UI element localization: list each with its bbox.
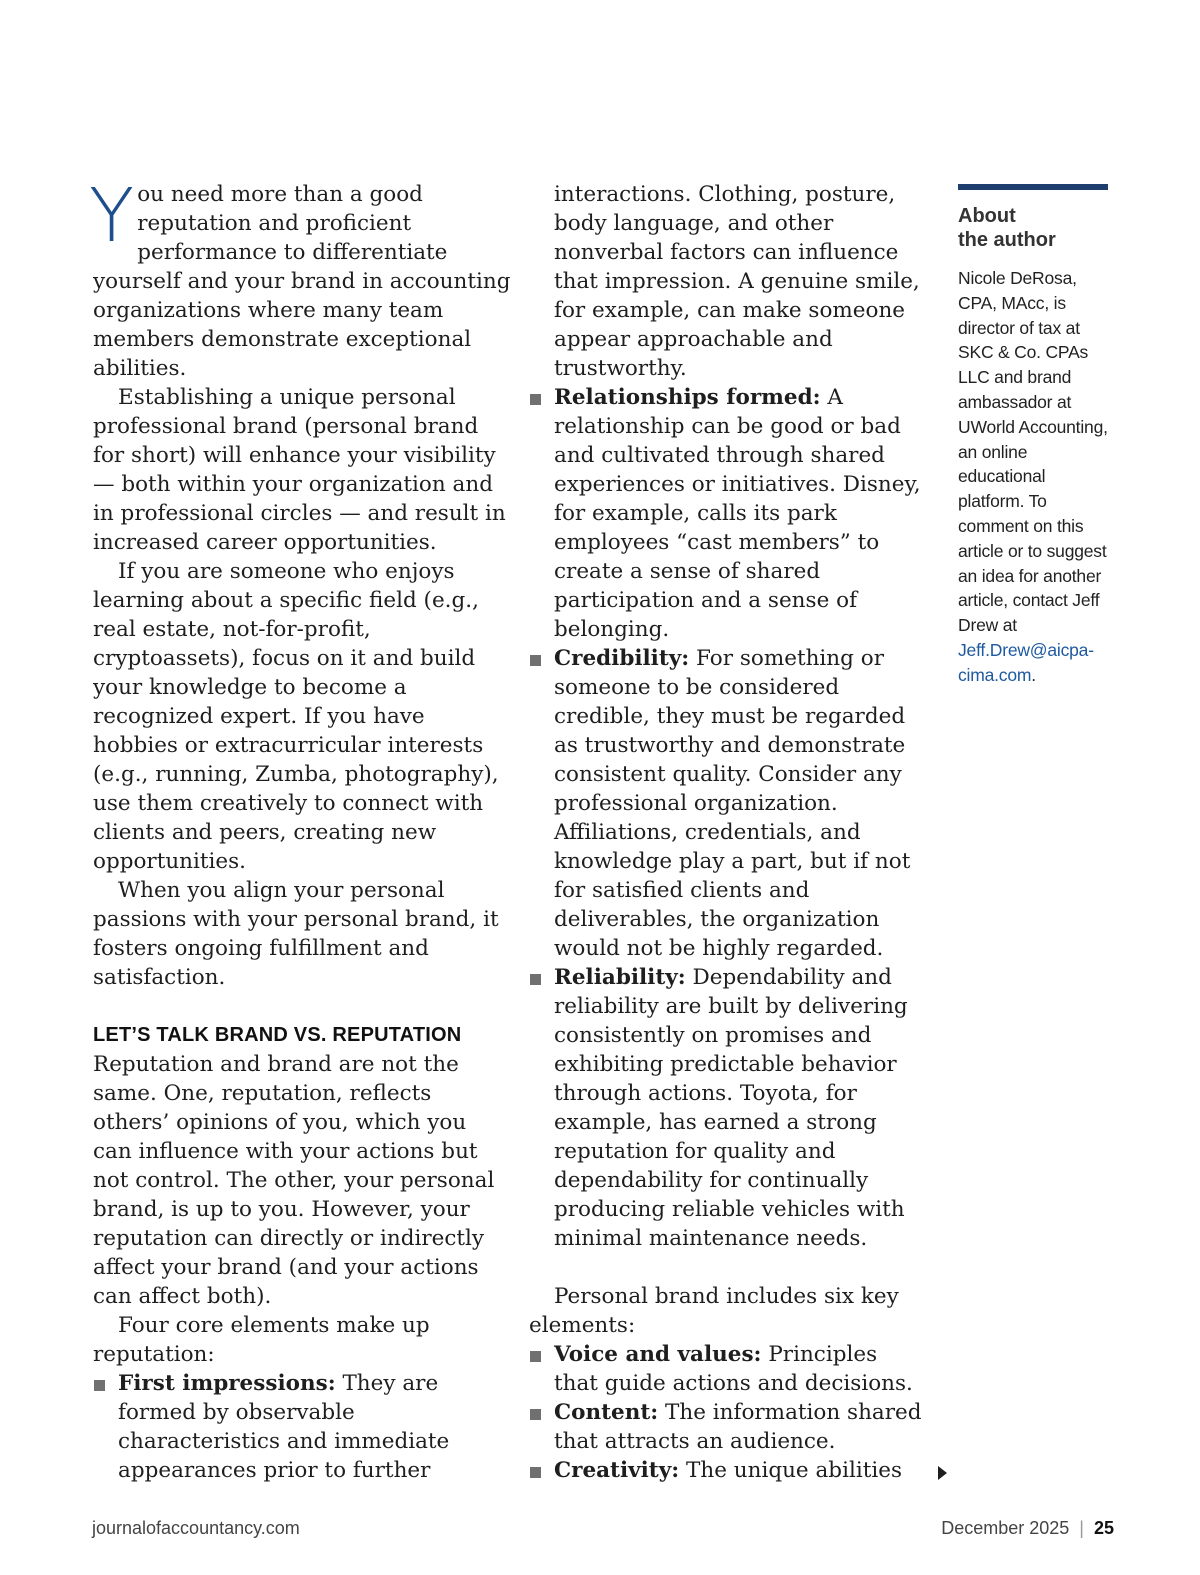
list-item-text: A relationship can be good or bad and cultivated through shared experiences or initiatives. Disney, for example, calls its park employees “cast members” to create a sense of shared participation and a sense of belonging. bbox=[554, 385, 921, 642]
reputation-list-continued bbox=[529, 180, 924, 1253]
continue-arrow-icon bbox=[938, 1466, 947, 1480]
article-column-2 bbox=[529, 180, 924, 1485]
list-item-term: First impressions: bbox=[118, 1371, 336, 1396]
paragraph-3: If you are someone who enjoys learning about a specific field (e.g., real estate, not-for-profit, cryptoassets), focus on it and build your knowledge to become a recognized expert. If you have hobbies or extracurricular interests (e.g., running, Zumba, photography), use them creatively to connect with clients and peers, creating new opportunities. bbox=[93, 559, 499, 874]
section-heading: LET’S TALK BRAND VS. REPUTATION bbox=[93, 1024, 462, 1046]
list-item-text: The unique abilities bbox=[679, 1458, 902, 1483]
list-item-text: interactions. Clothing, posture, body language, and other nonverbal factors can influence that impression. A genuine smile, for example, can make someone appear approachable and trustworthy. bbox=[554, 182, 920, 381]
list-item bbox=[93, 1369, 511, 1485]
brand-elements-list bbox=[529, 1340, 924, 1485]
bullet-square-icon bbox=[530, 1467, 541, 1478]
bullet-square-icon bbox=[530, 655, 541, 666]
list-item-term: Credibility: bbox=[554, 646, 690, 671]
drop-cap: Y bbox=[89, 173, 135, 259]
paragraph-5: Reputation and brand are not the same. One, reputation, reflects others’ opinions of you, which you can influence with your actions but not control. The other, your personal brand, is up to you. However, your reputation can directly or indirectly affect your brand (and your actions can affect both). bbox=[93, 1052, 495, 1309]
author-bio-end: . bbox=[1031, 664, 1036, 685]
list-item bbox=[529, 1340, 924, 1398]
list-item bbox=[529, 963, 924, 1253]
footer-separator: | bbox=[1079, 1518, 1084, 1538]
footer-site: journalofaccountancy.com bbox=[92, 1518, 300, 1538]
sidebar-rule bbox=[958, 184, 1108, 190]
bullet-square-icon bbox=[530, 1351, 541, 1362]
list-item-text: They are formed by observable characteristics and immediate appearances prior to further bbox=[118, 1371, 450, 1483]
about-author-sidebar bbox=[958, 184, 1108, 688]
spacer bbox=[529, 1253, 924, 1282]
list-item-term: Creativity: bbox=[554, 1458, 680, 1483]
sidebar-title bbox=[958, 204, 1108, 252]
footer-date: December 2025 bbox=[941, 1518, 1070, 1538]
page-number: 25 bbox=[1093, 1518, 1114, 1538]
list-item-term: Relationships formed: bbox=[554, 385, 821, 410]
list-item bbox=[529, 1398, 924, 1456]
article-column-1 bbox=[89, 173, 511, 1485]
author-bio-text: Nicole DeRosa, CPA, MAcc, is director of tax at SKC & Co. CPAs LLC and brand ambassador at UWorld Accounting, an online educational platform. To comment on this article or to suggest an idea for another article, contact Jeff Drew at bbox=[958, 268, 1108, 636]
list-item-term: Voice and values: bbox=[554, 1342, 762, 1367]
list-item-text: Principles that guide actions and decisions. bbox=[554, 1342, 913, 1396]
paragraph-4: When you align your personal passions with your personal brand, it fosters ongoing fulfillment and satisfaction. bbox=[93, 878, 499, 990]
list-item bbox=[529, 383, 924, 644]
sidebar-title-line-2: the author bbox=[958, 229, 1056, 251]
bullet-square-icon bbox=[530, 974, 541, 985]
paragraph-6: Four core elements make up reputation: bbox=[93, 1313, 430, 1367]
intro-text: ou need more than a good reputation and proficient performance to differentiate yourself and your brand in accounting organizations where many team members demonstrate exceptional abilities. bbox=[93, 182, 511, 381]
list-item-text: The information shared that attracts an audience. bbox=[554, 1400, 922, 1454]
intro-paragraph bbox=[89, 173, 511, 383]
list-item bbox=[529, 644, 924, 963]
list-item-continued bbox=[529, 180, 924, 383]
key-elements-intro: Personal brand includes six key elements: bbox=[529, 1284, 899, 1338]
list-item bbox=[529, 1456, 924, 1485]
list-item-text: For something or someone to be considered credible, they must be regarded as trustworthy and demonstrate consistent quality. Consider any professional organization. Affiliations, credentials, and knowledge play a part, but if not for satisfied clients and deliverables, the organization would not be highly regarded. bbox=[554, 646, 911, 961]
list-item-term: Reliability: bbox=[554, 965, 686, 990]
bullet-square-icon bbox=[530, 1409, 541, 1420]
list-item-term: Content: bbox=[554, 1400, 659, 1425]
sidebar-title-line-1: About bbox=[958, 205, 1016, 227]
list-item-text: Dependability and reliability are built by delivering consistently on promises and exhibiting predictable behavior through actions. Toyota, for example, has earned a strong reputation for quality and dependability for continually producing reliable vehicles with minimal maintenance needs. bbox=[554, 965, 908, 1251]
bullet-square-icon bbox=[94, 1380, 105, 1391]
reputation-list bbox=[93, 1369, 511, 1485]
bullet-square-icon bbox=[530, 394, 541, 405]
paragraph-2: Establishing a unique personal professional brand (personal brand for short) will enhance your visibility — both within your organization and in professional circles — and result in increased career opportunities. bbox=[93, 385, 506, 555]
author-email-link[interactable]: Jeff.Drew@aicpa-cima.com bbox=[958, 639, 1094, 685]
author-bio bbox=[958, 266, 1108, 688]
footer-folio bbox=[941, 1518, 1114, 1539]
